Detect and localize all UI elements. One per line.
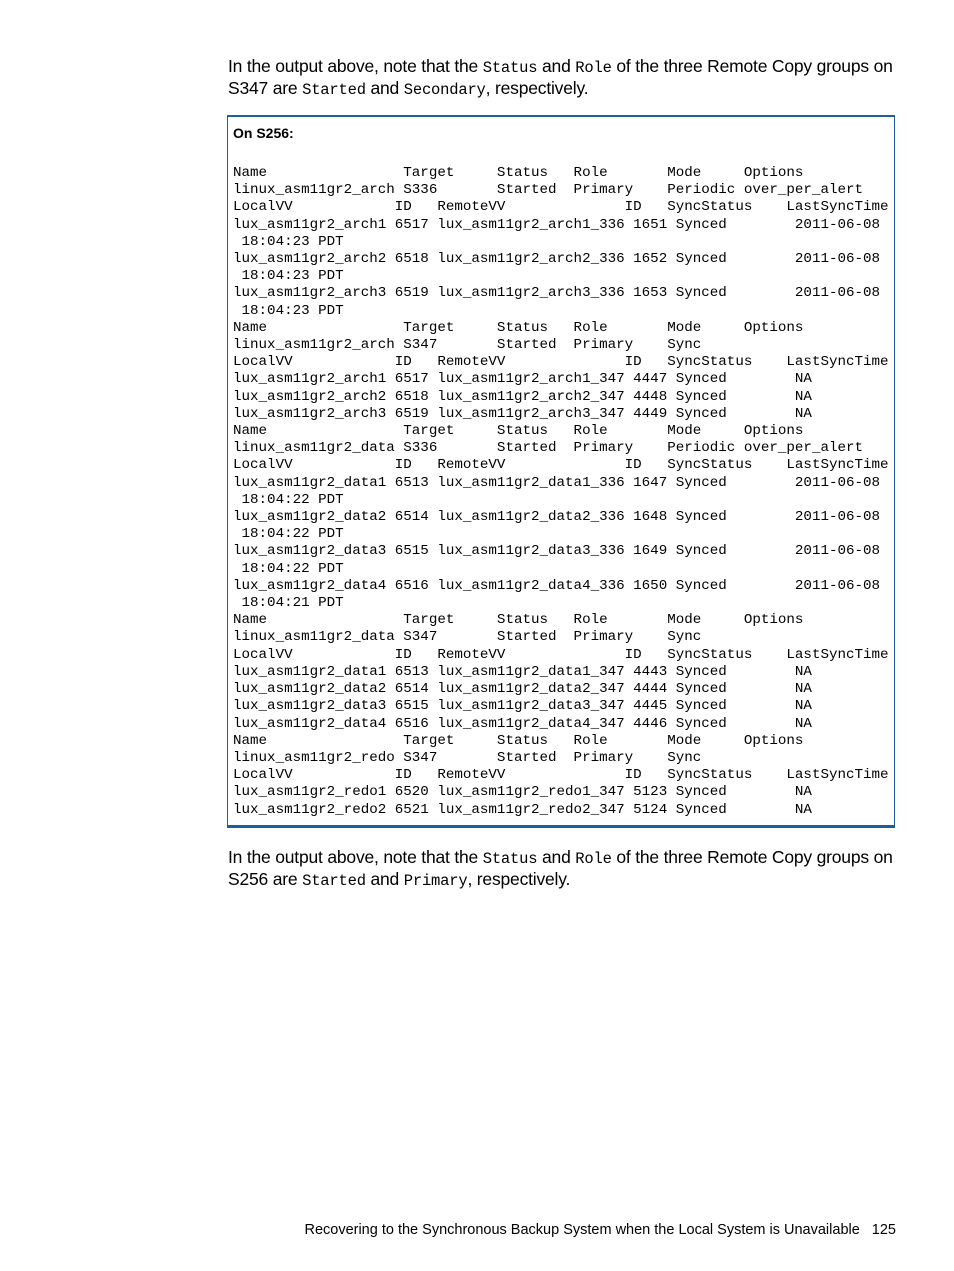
code-started: Started <box>302 81 366 99</box>
page-number: 125 <box>871 1222 896 1238</box>
summary-paragraph <box>228 847 898 891</box>
page-footer <box>304 1222 896 1238</box>
para-text: of the three Remote Copy groups on S347 are <box>228 56 893 98</box>
para-text: , respectively. <box>485 78 589 98</box>
code-status: Status <box>482 850 538 868</box>
para-text: and <box>537 847 576 867</box>
code-primary: Primary <box>403 872 468 890</box>
para-text: of the three Remote Copy groups on S256 are <box>228 847 893 889</box>
para-text: , respectively. <box>467 869 571 889</box>
code-started: Started <box>302 872 366 890</box>
code-secondary: Secondary <box>403 81 486 99</box>
code-role: Role <box>575 850 612 868</box>
footer-title: Recovering to the Synchronous Backup System when the Local System is Unavailable <box>304 1222 860 1238</box>
example-title: On S256: <box>233 125 294 141</box>
intro-paragraph <box>228 56 898 100</box>
para-text: In the output above, note that the <box>228 847 483 867</box>
example-box <box>227 115 895 828</box>
command-output: Name Target Status Role Mode Options linux_asm11gr2_arch S336 Started Primary Periodic over_per_alert LocalVV ID RemoteVV ID SyncStatus LastSyncTime lux_asm11gr2_arch1 6517 lux_asm11gr2_arch1_336 1651 Synced 2011-06-08 18:04:23 PDT lux_asm11gr2_arch2 6518 lux_asm11gr2_arch2_336 1652 Synced 2011-06-08 18:04:23 PDT lux_asm11gr2_arch3 6519 lux_asm11gr2_arch3_336 1653 Synced 2011-06-08 18:04:23 PDT Name Target Status Role Mode Options linux_asm11gr2_arch S347 Started Primary Sync LocalVV ID RemoteVV ID SyncStatus LastSyncTime lux_asm11gr2_arch1 6517 lux_asm11gr2_arch1_347 4447 Synced NA lux_asm11gr2_arch2 6518 lux_asm11gr2_arch2_347 4448 Synced NA lux_asm11gr2_arch3 6519 lux_asm11gr2_arch3_347 4449 Synced NA Name Target Status Role Mode Options linux_asm11gr2_data S336 Started Primary Periodic over_per_alert LocalVV ID RemoteVV ID SyncStatus LastSyncTime lux_asm11gr2_data1 6513 lux_asm11gr2_data1_336 1647 Synced 2011-06-08 18:04:22 PDT lux_asm11gr2_data2 6514 lux_asm11gr2_data2_336 1648 Synced 2011-06-08 18:04:22 PDT lux_asm11gr2_data3 6515 lux_asm11gr2_data3_336 1649 Synced 2011-06-08 18:04:22 PDT lux_asm11gr2_data4 6516 lux_asm11gr2_data4_336 1650 Synced 2011-06-08 18:04:21 PDT Name Target Status Role Mode Options linux_asm11gr2_data S347 Started Primary Sync LocalVV ID RemoteVV ID SyncStatus LastSyncTime lux_asm11gr2_data1 6513 lux_asm11gr2_data1_347 4443 Synced NA lux_asm11gr2_data2 6514 lux_asm11gr2_data2_347 4444 Synced NA lux_asm11gr2_data3 6515 lux_asm11gr2_data3_347 4445 Synced NA lux_asm11gr2_data4 6516 lux_asm11gr2_data4_347 4446 Synced NA Name Target Status Role Mode Options linux_asm11gr2_redo S347 Started Primary Sync LocalVV ID RemoteVV ID SyncStatus LastSyncTime lux_asm11gr2_redo1 6520 lux_asm11gr2_redo1_347 5123 Synced NA lux_asm11gr2_redo2 6521 lux_asm11gr2_redo2_347 5124 Synced NA <box>233 165 889 818</box>
para-text: In the output above, note that the <box>228 56 483 76</box>
code-status: Status <box>482 59 538 77</box>
para-text: and <box>537 56 576 76</box>
para-text: and <box>365 78 404 98</box>
para-text: and <box>365 869 404 889</box>
code-role: Role <box>575 59 612 77</box>
